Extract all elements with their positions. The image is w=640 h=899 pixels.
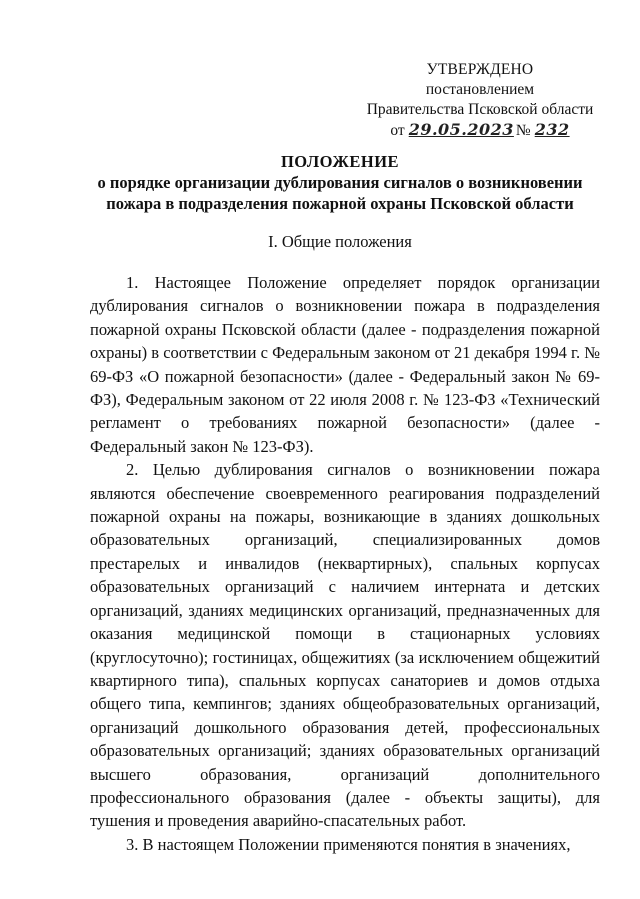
approval-authority: Правительства Псковской области	[366, 101, 594, 118]
document-subtitle-line-1: о порядке организации дублирования сигналов о возникновении	[97, 173, 583, 192]
handwritten-date: 29.05.2023	[408, 120, 514, 139]
paragraph: 3. В настоящем Положении применяются понятия в значениях,	[126, 834, 571, 854]
document-body	[90, 271, 600, 856]
approval-by-line: постановлением	[425, 81, 535, 98]
document-title: ПОЛОЖЕНИЕ	[280, 152, 400, 171]
paragraph: 1. Настоящее Положение определяет порядок организации дублирования сигналов о возникновении пожара в подразделения пожарной охраны Псковской области (далее - подразделения пожарной охраны) в соответствии с Федеральным законом от 21 декабря 1994 г. № 69-ФЗ «О пожарной безопасности» (далее - Федеральный закон № 69-ФЗ), Федеральным законом от 22 июля 2008 г. № 123-ФЗ «Технический регламент о требованиях пожарной безопасности» (далее - Федеральный закон № 123-ФЗ).	[90, 273, 600, 456]
approval-stamp	[360, 60, 600, 141]
number-label: №	[515, 122, 531, 139]
handwritten-number: 232	[534, 120, 570, 139]
from-label: от	[390, 122, 405, 139]
document-subtitle-line-2: пожара в подразделения пожарной охраны Псковской области	[106, 194, 574, 213]
section-title: I. Общие положения	[268, 232, 412, 251]
approval-heading: УТВЕРЖДЕНО	[426, 61, 534, 78]
paragraph: 2. Целью дублирования сигналов о возникновении пожара являются обеспечение своевременного реагирования подразделений пожарной охраны на пожары, возникающие в зданиях дошкольных образовательных организаций, специализированных домов престарелых и инвалидов (неквартирных), спальных корпусах образовательных организаций с наличием интерната и детских организаций, зданиях медицинских организаций, предназначенных для оказания медицинской помощи в стационарных условиях (круглосуточно); гостиницах, общежитиях (за исключением общежитий квартирного типа), спальных корпусах санаториев и домов отдыха общего типа, кемпингов; зданиях общеобразовательных организаций, организаций дошкольного образования детей, профессиональных образовательных организаций; зданиях образовательных организаций высшего образования, организаций дополнительного профессионального образования (далее - объекты защиты), для тушения и проведения аварийно-спасательных работ.	[90, 460, 600, 831]
approval-date-line	[360, 120, 600, 141]
